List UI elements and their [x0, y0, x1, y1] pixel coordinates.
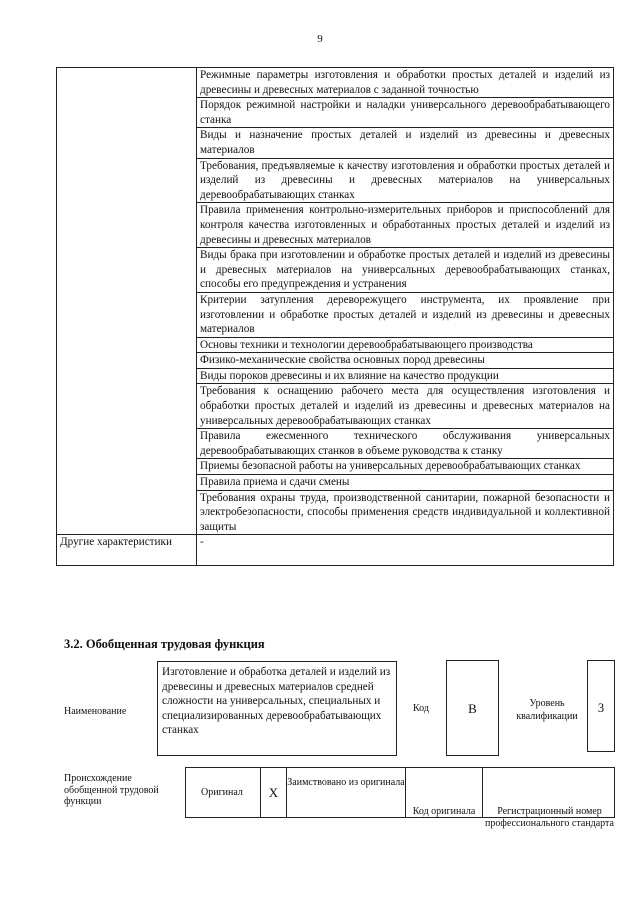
origin-label: Происхождение обобщенной трудовой функции: [64, 773, 159, 807]
page-number: 9: [317, 33, 323, 45]
registration-number-caption: Регистрационный номер профессионального стандарта: [485, 806, 614, 829]
qualification-level-box: 3: [587, 660, 615, 752]
knowledge-item: Приемы безопасной работы на универсальных деревообрабатывающих станках: [197, 459, 614, 475]
knowledge-item: Правила ежесменного технического обслуживания универсальных деревообрабатывающих станков в объеме руководства к станку: [197, 429, 614, 459]
knowledge-item: Виды пороков древесины и их влияние на качество продукции: [197, 368, 614, 384]
knowledge-table: [56, 67, 614, 566]
other-characteristics-value: -: [197, 535, 614, 566]
original-code-caption: Код оригинала: [412, 806, 476, 817]
table-row: [57, 535, 614, 566]
knowledge-item: Виды брака при изготовлении и обработке простых деталей и изделий из древесины и древесных материалов на универсальных деревообрабатывающих станках, способы его предупреждения и устранения: [197, 248, 614, 293]
original-label-cell: Оригинал: [186, 768, 261, 818]
knowledge-item: Физико-механические свойства основных пород древесины: [197, 353, 614, 369]
knowledge-item: Режимные параметры изготовления и обработки простых деталей и изделий из древесины и древесных материалов с заданной точностью: [197, 68, 614, 98]
name-label: Наименование: [64, 706, 127, 717]
knowledge-label-cell: [57, 68, 197, 535]
qualification-level-label: Уровень квалификации: [516, 698, 578, 722]
knowledge-item: Порядок режимной настройки и наладки универсального деревообрабатывающего станка: [197, 98, 614, 128]
knowledge-item: Критерии затупления дереворежущего инструмента, их проявление при изготовлении и обработке простых деталей и изделий из древесины и древесных материалов: [197, 292, 614, 337]
knowledge-item: Правила применения контрольно-измерительных приборов и приспособлений для контроля качества изготовленных и обработанных простых деталей и изделий из древесины и древесных материалов: [197, 203, 614, 248]
table-row: [57, 68, 614, 98]
knowledge-item: Требования, предъявляемые к качеству изготовления и обработки простых деталей и изделий из древесины и древесных материалов на универсальных деревообрабатывающих станках: [197, 158, 614, 203]
code-label: Код: [413, 703, 429, 714]
knowledge-item: Требования охраны труда, производственной санитарии, пожарной безопасности и электробезопасности, способы применения средств индивидуальной и коллективной защиты: [197, 490, 614, 535]
knowledge-item: Виды и назначение простых деталей и изделий из древесины и древесных материалов: [197, 128, 614, 158]
knowledge-item: Правила приема и сдачи смены: [197, 475, 614, 491]
other-characteristics-label: Другие характеристики: [57, 535, 197, 566]
knowledge-item: Основы техники и технологии деревообрабатывающего производства: [197, 337, 614, 353]
function-code-box: B: [446, 660, 499, 756]
borrowed-label-cell: Заимствовано из оригинала: [287, 768, 406, 818]
function-name-box: Изготовление и обработка деталей и изделий из древесины и древесных материалов средней сложности на универсальных, специальных и специализированных деревообрабатывающих станках: [157, 661, 397, 756]
section-title: 3.2. Обобщенная трудовая функция: [64, 637, 265, 651]
original-mark-cell: X: [261, 768, 287, 818]
knowledge-item: Требования к оснащению рабочего места для осуществления изготовления и обработки простых деталей и изделий из древесины и древесных материалов на универсальных деревообрабатывающих станках: [197, 384, 614, 429]
